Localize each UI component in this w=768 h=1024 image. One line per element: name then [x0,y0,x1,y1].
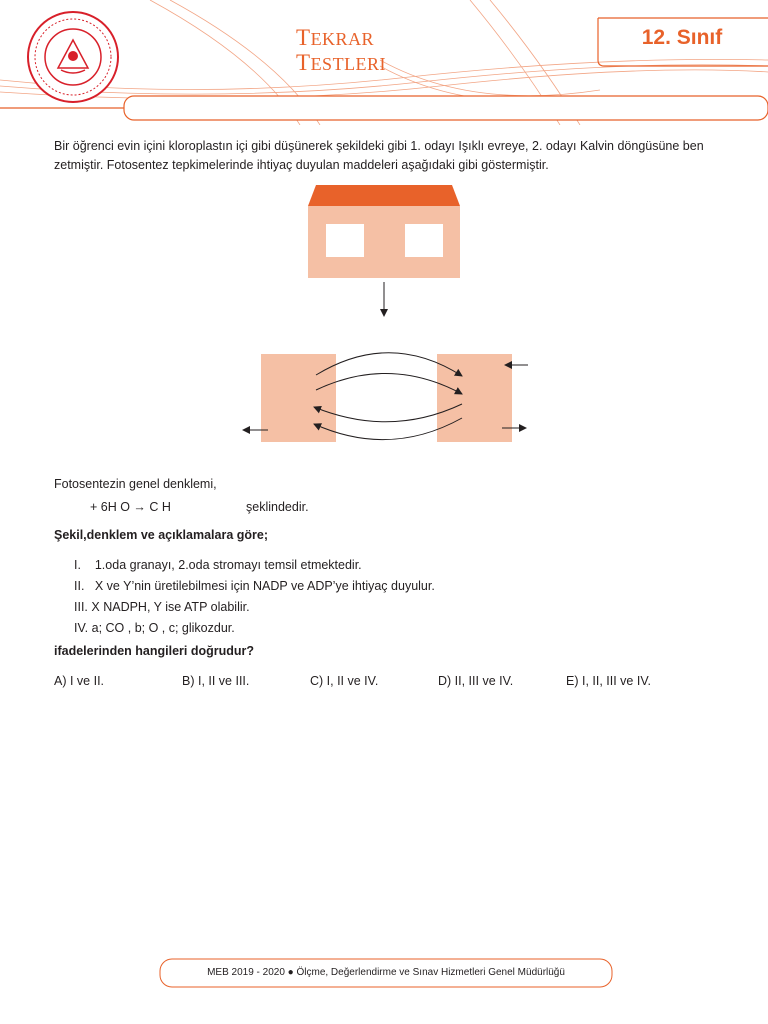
statement-text: X NADPH, Y ise ATP olabilir. [91,600,250,614]
statement-text: a; CO , b; O , c; glikozdur. [91,621,235,635]
statement-label: I. [74,558,81,572]
option-d[interactable]: D) II, III ve IV. [438,674,514,688]
series-title [296,26,386,76]
statement-1 [74,557,362,573]
equation: + 6H O → C H [90,500,171,514]
statement-text: 1.oda granayı, 2.oda stromayı temsil etmektedir. [94,558,362,572]
option-c[interactable]: C) I, II ve IV. [310,674,379,688]
ministry-seal-icon [26,10,120,104]
statement-label: III. [74,600,88,614]
option-a[interactable]: A) I ve II. [54,674,105,688]
footer-text: MEB 2019 - 2020 ● Ölçme, Değerlendirme ve Sınav Hizmetleri Genel Müdürlüğü [207,967,565,978]
statement-label: II. [74,579,85,593]
statement-label: IV. [74,621,89,635]
series-title-line1: TEKRAR [296,25,375,50]
option-b[interactable]: B) I, II ve III. [182,674,250,688]
statement-text: X ve Y’nin üretilebilmesi için NADP ve ADP’ye ihtiyaç duyulur. [94,579,435,593]
question-intro: Bir öğrenci evin içini kloroplastın içi gibi düşünerek şekildeki gibi 1. odayı Işıklı evreye, 2. odayı Kalvin döngüsüne ben zetmiştir. Fotosentez tepkimelerinde ihtiyaç duyulan maddeleri aşağıdaki gibi göstermiştir. [54,139,704,172]
equation-intro: Fotosentezin genel denklemi, [54,477,217,491]
statement-3 [74,599,250,615]
statement-4 [74,620,235,636]
chloroplast-house-figure [230,180,550,450]
house-window-left [326,224,364,257]
room-2 [437,354,512,442]
house-window-right [405,224,443,257]
question-text: ifadelerinden hangileri doğrudur? [54,644,255,658]
series-title-line2: TESTLERI [296,50,387,75]
house-roof [308,185,460,206]
question-prompt: Şekil,denklem ve açıklamalara göre; [54,528,269,542]
grade-label: 12. Sınıf [641,26,723,49]
equation-suffix: şeklindedir. [246,500,309,514]
option-e[interactable]: E) I, II, III ve IV. [566,674,651,688]
statement-2 [74,578,435,594]
